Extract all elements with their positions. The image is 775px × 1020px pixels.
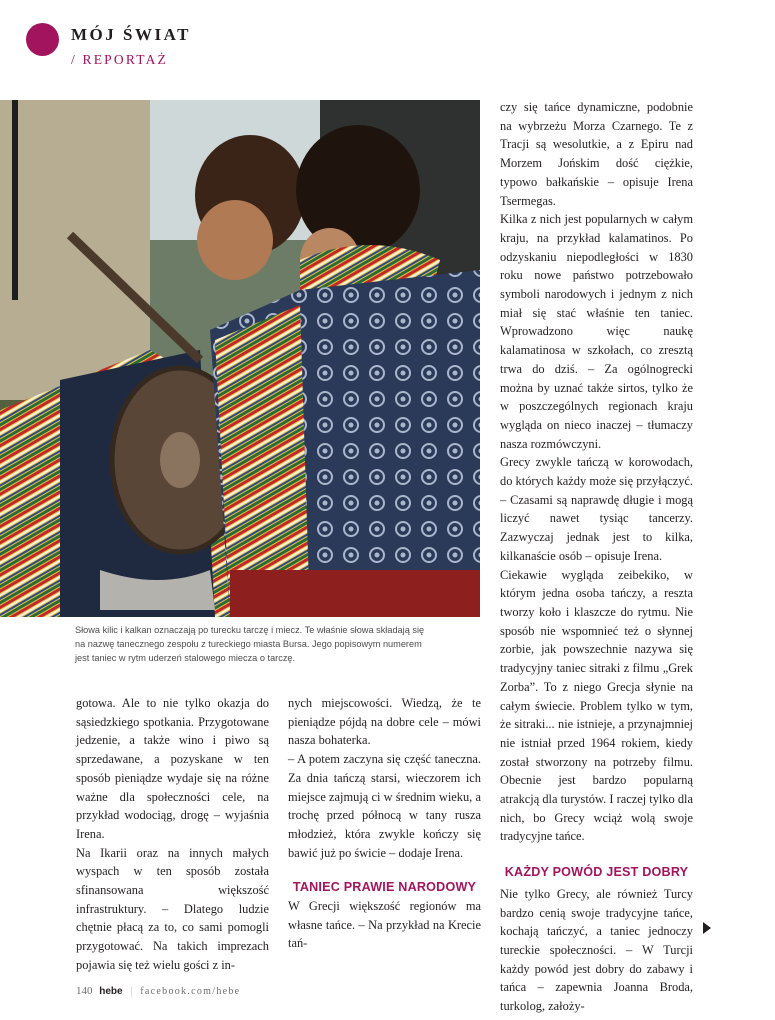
- paragraph: W Grecji większość regionów ma własne tańce. – Na przykład na Krecie tań-: [288, 899, 481, 951]
- article-column-3: [500, 98, 693, 1016]
- paragraph: Na Ikarii oraz na innych małych wyspach w ten sposób została sfinansowana większość infrastruktury. – Dlatego ludzie chętnie płacą za to, co sami pomogli przygotować. Na takich imprezach pojawia się też wielu gości z in-: [76, 845, 269, 972]
- paragraph: czy się tańce dynamiczne, podobnie na wybrzeżu Morza Czarnego. Te z Tracji są wesolutkie, a z Epiru nad Morzem Jońskim dość ciężkie, typowo bałkańskie – opisuje Irena Tsermegas.: [500, 100, 693, 208]
- section-marker-dot: [26, 23, 59, 56]
- caption-line: jest taniec w rytm uderzeń stalowego miecza o tarczę.: [75, 653, 296, 663]
- paragraph: Ciekawie wygląda zeibekiko, w którym jedna osoba tańczy, a reszta tworzy koło i klaszcze do rytmu. Nie sposób nie wspomnieć też o słynnej zorbie, jak powszechnie nazywa się tradycyjny taniec sitraki z filmu „Grek Zorba”. To z niego Grecja słynie na całym świecie. Problem tylko w tym, że sitraki... nie istnieje, a przynajmniej nie istniał przed 1964 rokiem, kiedy został stworzony na potrzeby filmu. Obecnie jest bardzo popularną atrakcją dla turystów. I raczej tylko dla nich, bo Grecy wciąż wolą swoje tradycyjne tańce.: [500, 567, 693, 844]
- paragraph: Grecy zwykle tańczą w korowodach, do których każdy może się przyłączyć. – Czasami są naprawdę długie i mogą liczyć nawet tysiąc tancerzy. Zazwyczaj jednak jest to kilka, kilkanaście osób – opisuje Irena.: [500, 455, 693, 563]
- paragraph: Nie tylko Grecy, ale również Turcy bardzo cenią swoje tradycyjne tańce, kochają tańczyć, a taniec jednoczy tureckie społeczności. – W Turcji każdy powód jest dobry do zabawy i tańca – zapewnia Joanna Broda, turkolog, założy-: [500, 886, 693, 1014]
- page-footer: [76, 985, 240, 997]
- caption-line: Słowa kilic i kalkan oznaczają po turecku tarczę i miecz. Te właśnie słowa składają się: [75, 625, 425, 635]
- article-column-1: [76, 694, 269, 975]
- section-subheading: TANIEC PRAWIE NARODOWY: [292, 880, 477, 895]
- paragraph: nych miejscowości. Wiedzą, że te pieniądze pójdą na dobre cele – mówi nasza bohaterka.: [288, 696, 481, 748]
- brand-logo: hebe: [99, 986, 123, 997]
- footer-divider: |: [130, 985, 133, 997]
- section-title: MÓJ ŚWIAT: [71, 25, 191, 44]
- paragraph: gotowa. Ale to nie tylko okazja do sąsiedzkiego spotkania. Przygotowane jedzenie, a także wino i piwo są sprzedawane, a pozyskane w ten sposób pieniądze wydaje się na różne ważne dla społeczności cele, na przykład wodociąg, drogę – wyjaśnia Irena.: [76, 696, 269, 841]
- section-subtitle: / REPORTAŻ: [71, 52, 168, 67]
- photo-caption: [75, 623, 470, 665]
- paragraph: – A potem zaczyna się część taneczna. Za dnia tańczą starsi, wieczorem ich miejsce zajmują ci w średnim wieku, a trochę przed północą w tany rusza młodzież, która zwykle kończy się bawić już po świcie – dodaje Irena.: [288, 752, 481, 860]
- article-column-2: [288, 694, 481, 953]
- continue-arrow-icon: [703, 922, 711, 934]
- section-subheading: KAŻDY POWÓD JEST DOBRY: [504, 865, 689, 880]
- article-photo: [0, 100, 480, 617]
- caption-line: na nazwę tanecznego zespołu z tureckiego miasta Bursa. Jego popisowym numerem: [75, 639, 422, 649]
- footer-url: facebook.com/hebe: [140, 986, 241, 997]
- paragraph: Kilka z nich jest popularnych w całym kraju, na przykład kalamatinos. Po odzyskaniu niepodległości w 1830 roku nowe państwo potrzebowało symboli narodowych i jednym z nich miał się stać właśnie ten taniec. Wprowadzono więc naukę kalamatinosa w szkołach, co zresztą trwa do dziś. – Za ogólnogrecki można by uznać także sirtos, tylko że w poszczególnych regionach kraju wygląda on nieco inaczej – tłumaczy nasza rozmówczyni.: [500, 212, 693, 451]
- page-number: 140: [76, 985, 93, 997]
